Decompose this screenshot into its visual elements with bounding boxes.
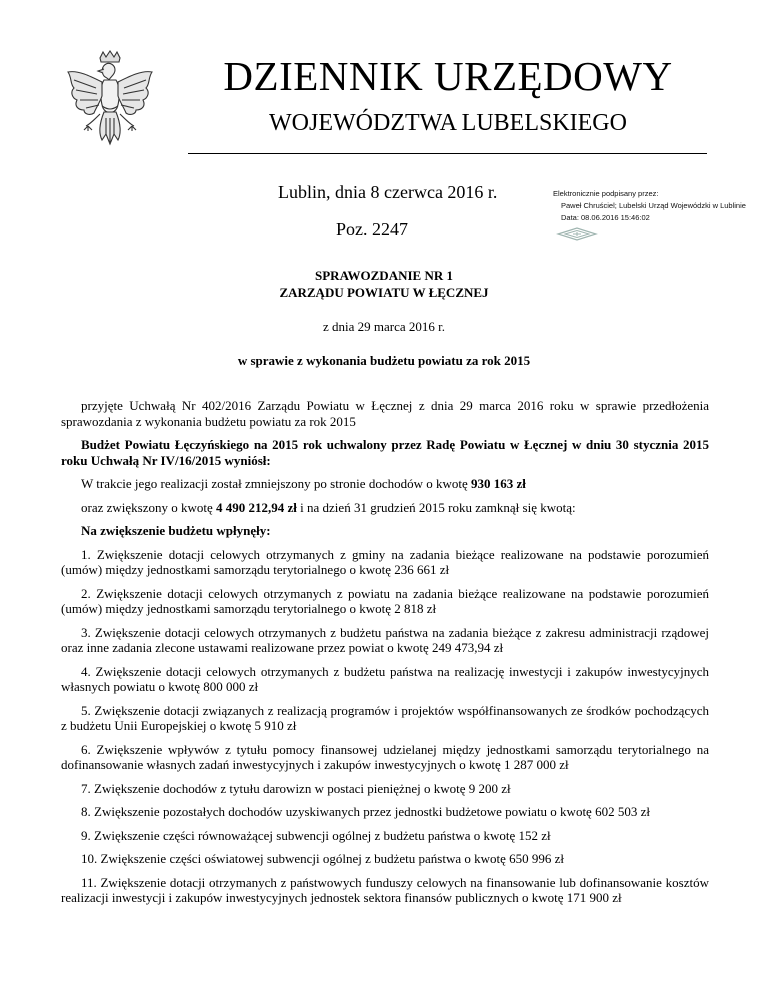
list-item: 11. Zwiększenie dotacji otrzymanych z państwowych funduszy celowych na finansowanie lub dofinansowanie kosztów realizacji inwestycji i zakupów inwestycyjnych jednostek sektora finansów publicznych o kwotę 171 900 zł — [61, 874, 709, 905]
increase-heading: Na zwiększenie budżetu wpłynęły: — [81, 523, 271, 538]
signature-stamp-icon — [556, 227, 598, 241]
list-item: 8. Zwiększenie pozostałych dochodów uzyskiwanych przez jednostki budżetowe powiatu o kwotę 602 503 zł — [81, 804, 650, 819]
list-item: 3. Zwiększenie dotacji celowych otrzymanych z budżetu państwa na zadania bieżące z zakresu administracji rządowej oraz inne zadania zlecone ustawami realizowane przez powiat o kwotę 249 473,94 zł — [61, 624, 709, 655]
position-number: Poz. 2247 — [336, 219, 408, 239]
signature-date: Data: 08.06.2016 15:46:02 — [561, 213, 650, 222]
journal-subtitle: WOJEWÓDZTWA LUBELSKIEGO — [269, 110, 627, 136]
header-divider — [188, 153, 707, 154]
list-item: 7. Zwiększenie dochodów z tytułu darowizn w postaci pieniężnej o kwotę 9 200 zł — [81, 780, 511, 796]
journal-title: DZIENNIK URZĘDOWY — [223, 53, 673, 99]
document-title: SPRAWOZDANIE NR 1 — [315, 268, 453, 283]
list-item: 6. Zwiększenie wpływów z tytułu pomocy finansowej udzielanej między jednostkami samorządu terytorialnego na dofinansowanie własnych zadań inwestycyjnych i zakupów inwestycyjnych o kwotę 1 287 000 zł — [61, 741, 709, 772]
electronic-signature — [553, 188, 746, 224]
eagle-emblem-icon — [62, 50, 158, 152]
list-item: 10. Zwiększenie części oświatowej subwencji ogólnej z budżetu państwa o kwotę 650 996 zł — [81, 851, 565, 866]
list-item: 5. Zwiększenie dotacji związanych z realizacją programów i projektów współfinansowanych ze środków pochodzących z budżetu Unii Europejskiej o kwotę 5 910 zł — [61, 702, 709, 733]
list-item: 4. Zwiększenie dotacji celowych otrzymanych z budżetu państwa na realizację inwestycji i zakupów inwestycyjnych własnych powiatu o kwotę 800 000 zł — [61, 663, 709, 694]
decrease-paragraph — [61, 476, 709, 492]
decrease-amount: 930 163 zł — [471, 476, 526, 491]
publication-date: Lublin, dnia 8 czerwca 2016 r. — [278, 182, 498, 202]
document-subject: w sprawie z wykonania budżetu powiatu za rok 2015 — [237, 353, 531, 368]
document-issuer: ZARZĄDU POWIATU W ŁĘCZNEJ — [279, 285, 489, 300]
increase-paragraph — [61, 500, 709, 516]
list-item: 9. Zwiększenie części równoważącej subwencji ogólnej z budżetu państwa o kwotę 152 zł — [81, 827, 551, 843]
decrease-text: W trakcie jego realizacji został zmniejszony po stronie dochodów o kwotę — [81, 476, 471, 491]
intro-paragraph: przyjęte Uchwałą Nr 402/2016 Zarządu Powiatu w Łęcznej z dnia 29 marca 2016 roku w sprawie przedłożenia sprawozdania z wykonania budżetu powiatu za rok 2015 — [61, 398, 709, 429]
increase-text: oraz zwiększony o kwotę — [81, 499, 217, 515]
budget-paragraph: Budżet Powiatu Łęczyńskiego na 2015 rok uchwalony przez Radę Powiatu w Łęcznej w dniu 30 stycznia 2015 roku Uchwałą Nr IV/16/2015 wyniósł: — [61, 437, 709, 468]
document-date: z dnia 29 marca 2016 r. — [322, 319, 445, 334]
increase-text-closing: i na dzień 31 grudzień 2015 roku zamknął się kwotą: — [296, 499, 576, 515]
increase-amount: 4 490 212,94 zł — [216, 499, 297, 515]
list-item: 2. Zwiększenie dotacji celowych otrzymanych z powiatu na zadania bieżące realizowane na podstawie porozumień (umów) między jednostkami samorządu terytorialnego o kwotę 2 818 zł — [61, 585, 709, 616]
document-body — [61, 398, 709, 914]
signature-label: Elektronicznie podpisany przez: — [553, 189, 659, 198]
list-item: 1. Zwiększenie dotacji celowych otrzymanych z gminy na zadania bieżące realizowane na podstawie porozumień (umów) między jednostkami samorządu terytorialnego o kwotę 236 661 zł — [61, 546, 709, 577]
signature-signer: Paweł Chruściel; Lubelski Urząd Wojewódzki w Lublinie — [561, 201, 746, 210]
